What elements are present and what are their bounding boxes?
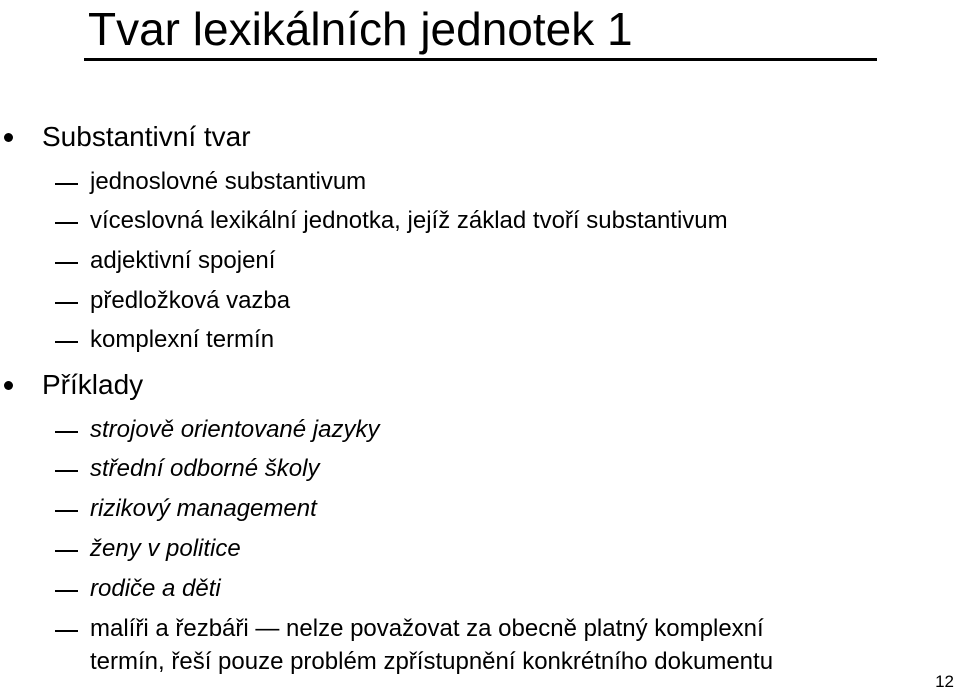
list-item-text: víceslovná lexikální jednotka, jejíž základ tvoří substantivum [90,207,728,234]
dash-icon [55,183,78,185]
dash-icon [55,302,78,304]
list-item-text: strojově orientované jazyky [90,416,380,443]
bullet-dot-icon [4,381,13,390]
list-item-text: komplexní termín [90,326,275,353]
list-item-text: rodiče a děti [90,575,221,602]
list-item-text: ženy v politice [90,535,241,562]
dash-icon [55,262,78,264]
dash-icon [55,222,78,224]
dash-icon [55,590,78,592]
bullet-dot-icon [4,133,13,142]
section-heading: Příklady [42,369,144,400]
title-underline [84,58,877,61]
dash-icon [55,630,78,632]
note-line-1: malíři a řezbáři — nelze považovat za obecně platný komplexní [90,615,764,642]
list-item-text: rizikový management [90,495,317,522]
dash-icon [55,470,78,472]
dash-icon [55,341,78,343]
section-heading: Substantivní tvar [42,121,251,152]
list-item-text: předložková vazba [90,287,291,314]
dash-icon [55,510,78,512]
slide-title: Tvar lexikálních jednotek 1 [88,3,633,55]
list-item-text: adjektivní spojení [90,247,276,274]
dash-icon [55,550,78,552]
page-number: 12 [935,672,954,691]
list-item-text: střední odborné školy [90,455,320,482]
dash-icon [55,431,78,433]
list-item-text: jednoslovné substantivum [90,168,367,195]
note-line-2: termín, řeší pouze problém zpřístupnění konkrétního dokumentu [90,648,774,675]
